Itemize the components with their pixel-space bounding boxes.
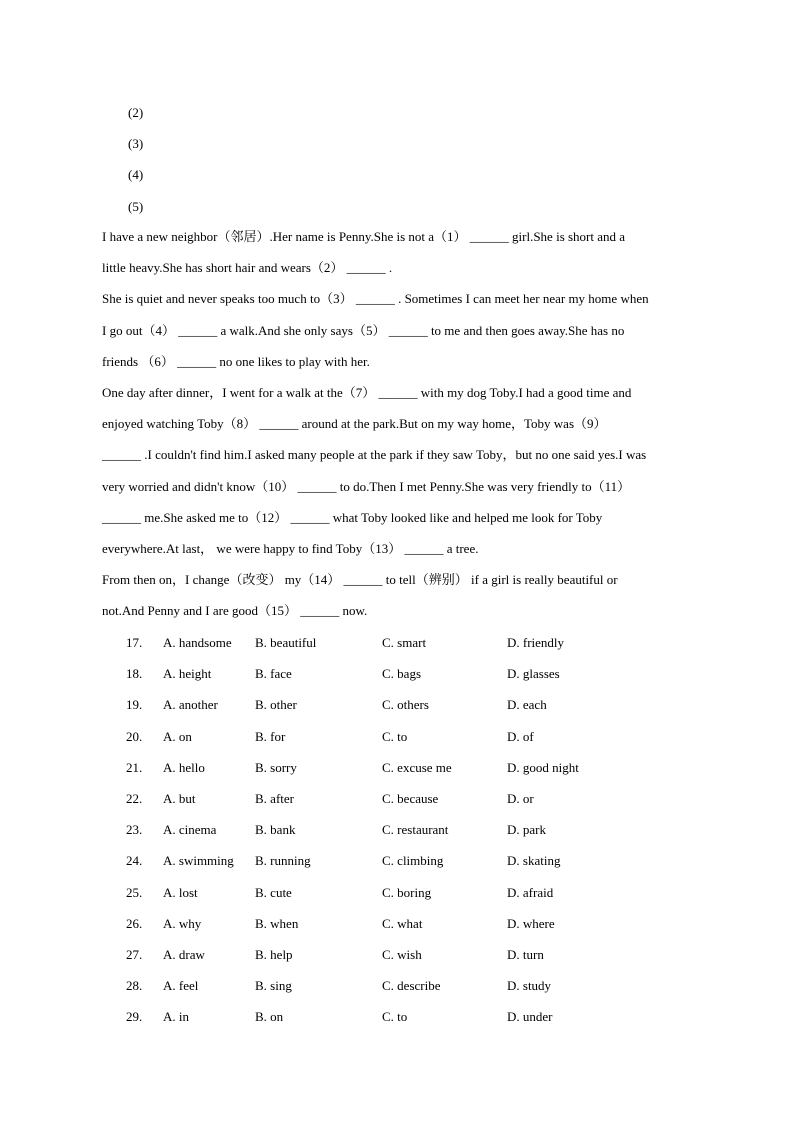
passage-line: not.And Penny and I are good（15） ______ now. xyxy=(102,603,368,619)
option-a: A. another xyxy=(163,697,218,713)
option-b: B. for xyxy=(255,728,286,744)
option-b: B. on xyxy=(255,1009,284,1025)
option-b: B. cute xyxy=(255,884,292,900)
question-row xyxy=(126,727,686,758)
option-a: A. why xyxy=(163,915,202,931)
option-d: D. under xyxy=(507,1009,553,1025)
cloze-passage xyxy=(102,227,694,632)
numbered-blank-item: (2) xyxy=(128,105,144,120)
passage-line: everywhere.At last， we were happy to find Toby（13） ______ a tree. xyxy=(102,540,479,556)
question-row xyxy=(126,851,686,882)
question-row xyxy=(126,976,686,1007)
passage-line: I have a new neighbor（邻居）.Her name is Penny.She is not a（1） ______ girl.She is short and a xyxy=(102,229,626,244)
question-number: 21. xyxy=(126,759,143,775)
question-row xyxy=(126,914,686,945)
option-d: D. or xyxy=(507,790,534,806)
option-b: B. bank xyxy=(255,822,296,838)
question-row xyxy=(126,883,686,914)
question-number: 20. xyxy=(126,728,143,744)
option-a: A. swimming xyxy=(163,853,234,869)
option-a: A. handsome xyxy=(163,635,232,650)
option-b: B. when xyxy=(255,915,299,931)
option-b: B. running xyxy=(255,853,311,869)
question-row xyxy=(126,820,686,851)
question-number: 22. xyxy=(126,790,143,806)
answer-options xyxy=(126,633,686,1038)
option-a: A. lost xyxy=(163,884,198,900)
option-d: D. study xyxy=(507,978,552,994)
question-number: 24. xyxy=(126,853,143,869)
option-d: D. skating xyxy=(507,853,561,869)
passage-line: From then on，I change（改变） my（14） ______ to tell（辨别） if a girl is really beautiful or xyxy=(102,572,618,588)
option-c: C. describe xyxy=(382,978,441,994)
option-d: D. where xyxy=(507,915,555,931)
option-b: B. after xyxy=(255,790,294,806)
option-a: A. height xyxy=(163,666,212,682)
question-number: 25. xyxy=(126,884,143,900)
passage-line: She is quiet and never speaks too much to（3） ______ . Sometimes I can meet her near my home when xyxy=(102,291,649,307)
option-d: D. turn xyxy=(507,946,544,962)
question-number: 17. xyxy=(126,635,143,650)
option-c: C. to xyxy=(382,728,408,744)
passage-line: friends （6） ______ no one likes to play with her. xyxy=(102,353,370,369)
option-c: C. bags xyxy=(382,666,421,682)
question-row xyxy=(126,945,686,976)
passage-line: One day after dinner，I went for a walk at the（7） ______ with my dog Toby.I had a good time and xyxy=(102,384,632,400)
option-b: B. beautiful xyxy=(255,635,317,650)
passage-line: enjoyed watching Toby（8） ______ around at the park.But on my way home，Toby was（9） xyxy=(102,416,607,432)
option-a: A. in xyxy=(163,1009,189,1025)
question-number: 29. xyxy=(126,1009,143,1025)
option-a: A. but xyxy=(163,790,196,806)
option-a: A. hello xyxy=(163,759,205,775)
option-c: C. because xyxy=(382,790,439,806)
passage-line: little heavy.She has short hair and wears（2） ______ . xyxy=(102,260,393,276)
question-number: 18. xyxy=(126,666,143,682)
option-a: A. cinema xyxy=(163,822,217,838)
option-c: C. what xyxy=(382,915,423,931)
option-c: C. smart xyxy=(382,635,427,650)
option-d: D. afraid xyxy=(507,884,554,900)
passage-line: very worried and didn't know（10） ______ to do.Then I met Penny.She was very friendly to（11） xyxy=(102,478,631,494)
option-d: D. friendly xyxy=(507,635,565,650)
option-b: B. other xyxy=(255,697,297,713)
option-c: C. restaurant xyxy=(382,822,449,838)
option-b: B. sing xyxy=(255,978,292,994)
option-d: D. park xyxy=(507,822,546,838)
numbered-blank-list xyxy=(128,103,143,228)
option-c: C. wish xyxy=(382,946,422,962)
numbered-blank-item: (3) xyxy=(128,136,144,152)
question-row xyxy=(126,695,686,726)
option-c: C. others xyxy=(382,697,429,713)
question-number: 23. xyxy=(126,822,143,838)
question-number: 19. xyxy=(126,697,143,713)
numbered-blank-item: (4) xyxy=(128,167,144,183)
option-a: A. feel xyxy=(163,978,199,994)
option-b: B. help xyxy=(255,946,293,962)
option-a: A. draw xyxy=(163,946,205,962)
question-row xyxy=(126,789,686,820)
option-c: C. boring xyxy=(382,884,432,900)
option-c: C. climbing xyxy=(382,853,444,869)
passage-line: ______ me.She asked me to（12） ______ what Toby looked like and helped me look for Toby xyxy=(102,509,603,525)
question-number: 27. xyxy=(126,946,143,962)
question-row xyxy=(126,758,686,789)
question-row xyxy=(126,1007,686,1038)
option-d: D. good night xyxy=(507,759,579,775)
option-d: D. of xyxy=(507,728,534,744)
question-number: 26. xyxy=(126,915,143,931)
passage-line: ______ .I couldn't find him.I asked many people at the park if they saw Toby，but no one said yes.I was xyxy=(102,447,647,463)
question-row xyxy=(126,664,686,695)
option-d: D. each xyxy=(507,697,547,713)
option-b: B. face xyxy=(255,666,292,682)
question-row xyxy=(126,633,686,664)
passage-line: I go out（4） ______ a walk.And she only says（5） ______ to me and then goes away.She has no xyxy=(102,322,625,338)
option-b: B. sorry xyxy=(255,759,297,775)
option-a: A. on xyxy=(163,728,192,744)
option-d: D. glasses xyxy=(507,666,560,682)
question-number: 28. xyxy=(126,978,143,994)
option-c: C. to xyxy=(382,1009,408,1025)
numbered-blank-item: (5) xyxy=(128,198,144,214)
option-c: C. excuse me xyxy=(382,759,452,775)
